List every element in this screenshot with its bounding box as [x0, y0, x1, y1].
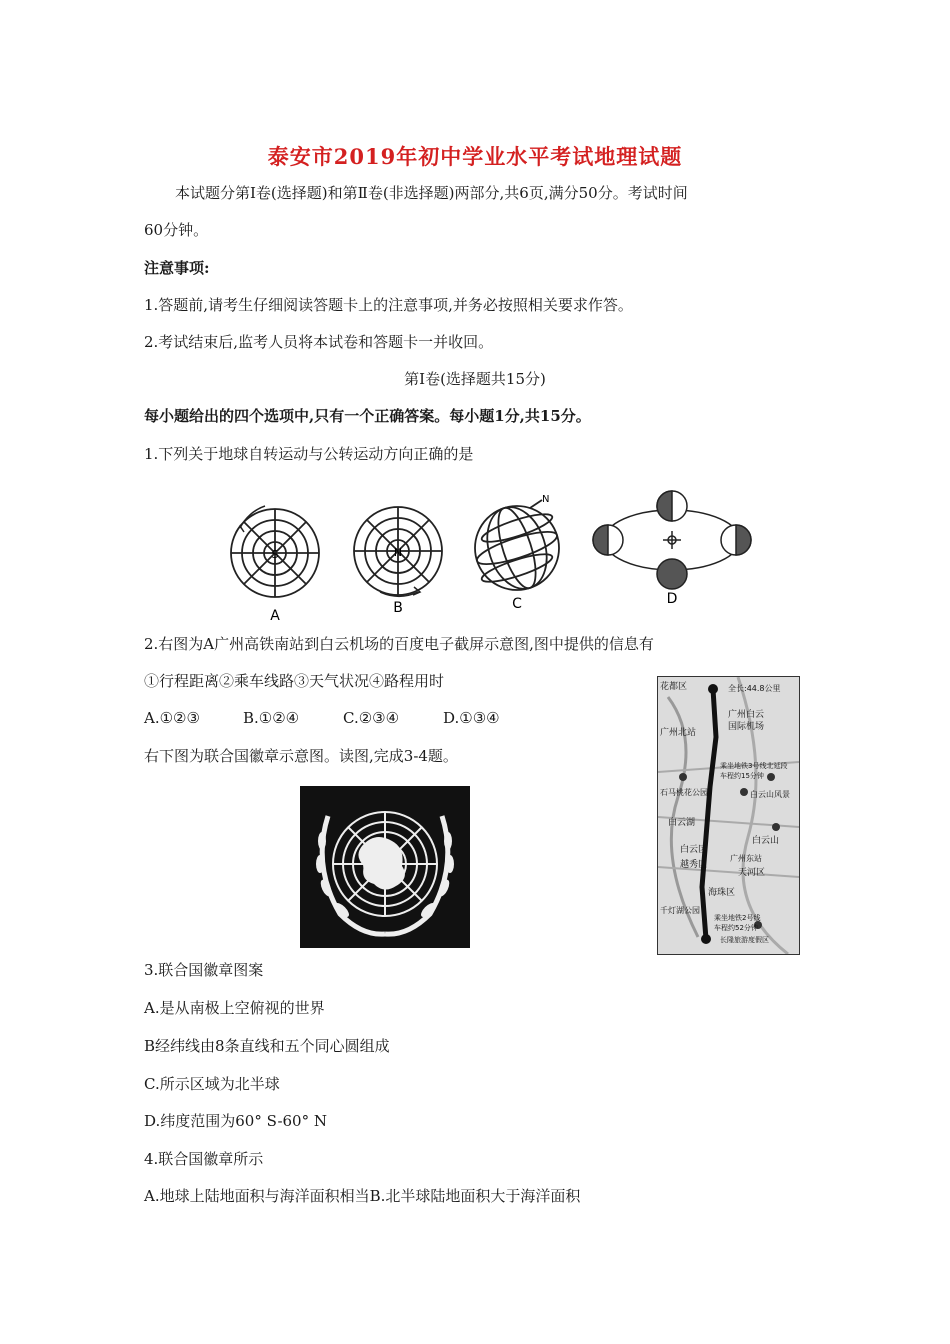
map-label: 白云湖: [668, 818, 696, 828]
q3-stem: 3.联合国徽章图案: [144, 961, 264, 979]
map-label: 天河区: [738, 868, 766, 878]
route-map: [657, 676, 800, 955]
pole-label-n: N: [393, 546, 403, 559]
map-label: 乘坐地铁2号线: [714, 914, 761, 922]
q3-option-c: C.所示区域为北半球: [144, 1075, 280, 1093]
map-label: 白云山风景: [750, 790, 790, 799]
map-label: 越秀区: [680, 860, 708, 870]
map-label: 全长:44.8公里: [728, 684, 781, 693]
q1-label-a: A: [270, 608, 280, 624]
q1-label-d: D: [666, 591, 678, 607]
map-label: 车程约15分钟: [720, 772, 764, 780]
map-label: 石马桃花公园: [660, 788, 708, 797]
q2-option-b: B.①②④: [243, 709, 300, 727]
q2-info: ①行程距离②乘车线路③天气状况④路程用时: [144, 672, 445, 690]
q34-intro: 右下图为联合国徽章示意图。读图,完成3-4题。: [144, 747, 458, 765]
globe-n-label: N: [542, 494, 550, 505]
notes-heading: 注意事项:: [144, 259, 210, 277]
q1-stem: 1.下列关于地球自转运动与公转运动方向正确的是: [144, 445, 474, 463]
part1-heading: 第Ⅰ卷(选择题共15分): [404, 370, 546, 388]
page-title: 泰安市2019年初中学业水平考试地理试题: [267, 144, 683, 169]
intro-line-2: 60分钟。: [144, 221, 209, 239]
q2-option-d: D.①③④: [443, 709, 500, 727]
q1-figure: [220, 488, 760, 628]
q4-options: A.地球上陆地面积与海洋面积相当B.北半球陆地面积大于海洋面积: [144, 1187, 581, 1205]
map-label: 长隆旅游度假区: [720, 936, 769, 944]
q2-stem: 2.右图为A广州高铁南站到白云机场的百度电子截屏示意图,图中提供的信息有: [144, 635, 654, 653]
map-label: 广州东站: [730, 854, 762, 863]
un-emblem: [300, 786, 470, 948]
q2-option-a: A.①②③: [144, 709, 200, 727]
intro-line-1: 本试题分第Ⅰ卷(选择题)和第Ⅱ卷(非选择题)两部分,共6页,满分50分。考试时间: [175, 184, 688, 202]
map-label: 国际机场: [728, 722, 765, 732]
map-label: 车程约52分钟: [714, 924, 758, 932]
map-label: 花都区: [660, 682, 688, 692]
note-item-2: 2.考试结束后,监考人员将本试卷和答题卡一并收回。: [144, 333, 494, 351]
map-label: 白云区: [680, 845, 708, 855]
q1-label-b: B: [393, 600, 403, 616]
q1-label-c: C: [512, 596, 522, 612]
note-item-1: 1.答题前,请考生仔细阅读答题卡上的注意事项,并务必按照相关要求作答。: [144, 296, 633, 314]
q2-option-c: C.②③④: [343, 709, 400, 727]
q3-option-a: A.是从南极上空俯视的世界: [144, 999, 325, 1017]
pole-label-s: S: [271, 548, 279, 561]
map-label: 海珠区: [708, 888, 736, 898]
map-label: 白云山: [752, 836, 780, 846]
map-label: 乘坐地铁3号线北延段: [720, 762, 788, 770]
part1-instruction: 每小题给出的四个选项中,只有一个正确答案。每小题1分,共15分。: [144, 407, 591, 425]
map-label: 广州北站: [660, 728, 697, 738]
q3-option-d: D.纬度范围为60° S-60° N: [144, 1112, 327, 1130]
q4-stem: 4.联合国徽章所示: [144, 1150, 264, 1168]
diagram-c-globe: [474, 499, 560, 596]
diagram-d-orbit: [593, 491, 751, 589]
map-label: 千灯湖公园: [660, 906, 700, 915]
q3-option-b: B经纬线由8条直线和五个同心圆组成: [144, 1037, 390, 1055]
map-label: 广州白云: [728, 710, 765, 720]
